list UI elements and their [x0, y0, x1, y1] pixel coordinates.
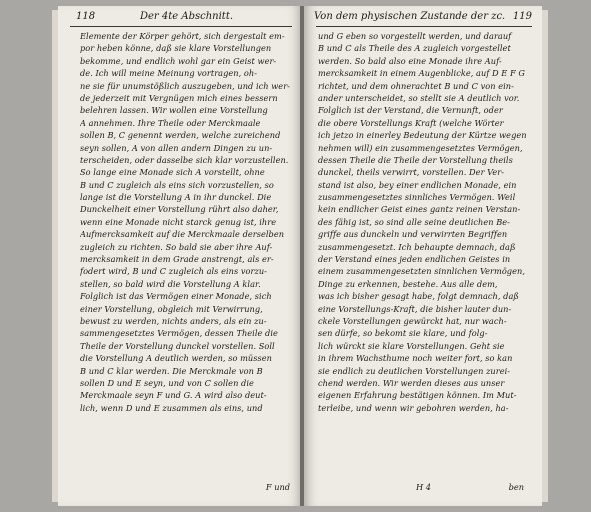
text-line: Theile der Vorstellung dunckel vorstellen. Soll [80, 340, 275, 351]
text-line: B und C klar werden. Die Merckmale von B [80, 365, 263, 376]
right-head-rule [316, 26, 532, 27]
text-line: B und C als Theile des A zugleich vorgestellet [318, 43, 511, 54]
text-line: bewust zu werden, nichts anders, als ein zu- [80, 315, 267, 326]
text-line: de jederzeit mit Vergnügen mich eines bessern [80, 92, 278, 103]
left-running-title: Der 4te Abschnitt. [140, 11, 234, 22]
left-page [58, 6, 302, 506]
text-line: ckele Vorstellungen gewürckt hat, nur wach- [318, 315, 507, 326]
left-page-text [80, 30, 296, 414]
right-running-title: Von dem physischen Zustande der zc. [314, 11, 506, 22]
text-line: por heben könne, daß sie klare Vorstellungen [80, 43, 272, 54]
text-line: lich würckt sie klare Vorstellungen. Geht sie [318, 340, 505, 351]
text-line: Elemente der Körper gehört, sich dergestalt em- [80, 31, 285, 41]
right-page [304, 6, 542, 506]
text-line: de. Ich will meine Meinung vortragen, oh- [80, 68, 258, 79]
text-line: zusammengesetzt. Ich behaupte demnach, daß [318, 241, 516, 252]
text-line: mercksamkeit in einem Augenblicke, auf D E F G [318, 68, 525, 79]
text-line: Folglich ist der Verstand, die Vernunft, oder [318, 105, 503, 116]
text-line: lich, wenn D und E zusammen als eins, und [80, 402, 263, 413]
text-line: zugleich zu richten. So bald sie aber ihre Auf- [80, 241, 273, 252]
text-line: ne sie für unumstößlich auszugeben, und ich wer- [80, 80, 290, 91]
text-line: sen dürfe, so bekomt sie klare, und folg- [318, 328, 488, 339]
text-line: in ihrem Wachsthume noch weiter fort, so kan [318, 353, 513, 364]
text-line: zusammengesetztes sinnliches Vermögen. Weil [318, 192, 516, 203]
text-line: kein endlicher Geist eines gantz reinen Verstan- [318, 204, 521, 215]
text-line: der Verstand eines jeden endlichen Geistes in [318, 254, 511, 265]
text-line: terscheiden, oder dasselbe sich klar vorzustellen. [80, 154, 289, 165]
text-line: Merckmaale seyn F und G. A wird also deut- [80, 390, 267, 401]
text-line: und G eben so vorgestellt werden, und darauf [318, 31, 512, 41]
text-line: mercksamkeit in dem Grade anstrengt, als er- [80, 254, 274, 265]
text-line: So lange eine Monade sich A vorstellt, ohne [80, 167, 265, 178]
left-head-rule [70, 26, 292, 27]
right-page-number: 119 [512, 11, 532, 22]
text-line: einer Vorstellung, obgleich mit Verwirrung, [80, 303, 263, 314]
text-line: des fähig ist, so sind alle seine deutlichen Be- [318, 216, 510, 227]
text-line: dessen Theile die Theile der Vorstellung theils [318, 154, 513, 165]
text-line: ich jetzo in einerley Bedeutung der Kürtze wegen [318, 130, 527, 141]
text-line: fodert wird, B und C zugleich als eins vorzu- [80, 266, 268, 277]
left-catchword: F und [265, 482, 290, 492]
right-catchword: ben [508, 482, 524, 492]
text-line: richtet, und dem ohnerachtet B und C von ein- [318, 80, 514, 91]
text-line: griffe aus dunckeln und verwirrten Begriffen [318, 229, 508, 240]
text-line: sollen B, C genennt werden, welche zureichend [80, 130, 281, 141]
right-page-edges [542, 10, 548, 502]
signature-mark: H 4 [416, 482, 431, 492]
text-line: sie endlich zu deutlichen Vorstellungen zurei- [318, 365, 511, 376]
text-line: Dinge zu erkennen, bestehe. Aus alle dem, [318, 278, 498, 289]
text-line: eigenen Erfahrung bestätigen können. Im Mut- [318, 390, 517, 401]
text-line: stand ist also, bey einer endlichen Monade, ein [318, 179, 517, 190]
text-line: A annehmen. Ihre Theile oder Merckmaale [80, 117, 261, 128]
text-line: sollen D und E seyn, und von C sollen die [80, 377, 254, 388]
text-line: chend werden. Wir werden dieses aus unser [318, 377, 505, 388]
text-line: nehmen will) ein zusammengesetztes Vermögen, [318, 142, 523, 153]
text-line: was ich bisher gesagt habe, folgt demnach, daß [318, 291, 519, 302]
text-line: ander unterscheidet, so stellt sie A deutlich vor. [318, 92, 520, 103]
text-line: die obere Vorstellungs Kraft (welche Wörter [318, 117, 504, 128]
text-line: stellen, so bald wird die Vorstellung A klar. [80, 278, 261, 289]
text-line: belehren lassen. Wir wollen eine Vorstellung [80, 105, 268, 116]
right-running-head [304, 8, 542, 26]
text-line: eine Vorstellungs-Kraft, die bisher lauter dun- [318, 303, 512, 314]
text-line: die Vorstellung A deutlich werden, so müssen [80, 353, 272, 364]
text-line: lange ist die Vorstellung A in ihr dunckel. Die [80, 192, 272, 203]
text-line: seyn sollen, A von allen andern Dingen zu un- [80, 142, 273, 153]
left-page-number: 118 [76, 11, 96, 22]
text-line: terleibe, und wenn wir gebohren werden, ha- [318, 402, 509, 413]
text-line: Aufmercksamkeit auf die Merckmaale derselben [80, 229, 285, 240]
left-running-head [58, 8, 302, 26]
text-line: bekomme, und endlich wohl gar ein Geist wer- [80, 55, 277, 66]
text-line: Dunckelheit einer Vorstellung rührt also daher, [80, 204, 279, 215]
text-line: dunckel, theils verwirrt, vorstellen. Der Ver- [318, 167, 505, 178]
text-line: Folglich ist das Vermögen einer Monade, sich [80, 291, 272, 302]
text-line: sammengesetztes Vermögen, dessen Theile die [80, 328, 278, 339]
right-page-text [318, 30, 528, 414]
text-line: werden. So bald also eine Monade ihre Auf- [318, 55, 502, 66]
text-line: einem zusammengesetzten sinnlichen Vermögen, [318, 266, 525, 277]
text-line: B und C zugleich als eins sich vorzustellen, so [80, 179, 274, 190]
text-line: wenn eine Monade nicht starck genug ist, ihre [80, 216, 277, 227]
